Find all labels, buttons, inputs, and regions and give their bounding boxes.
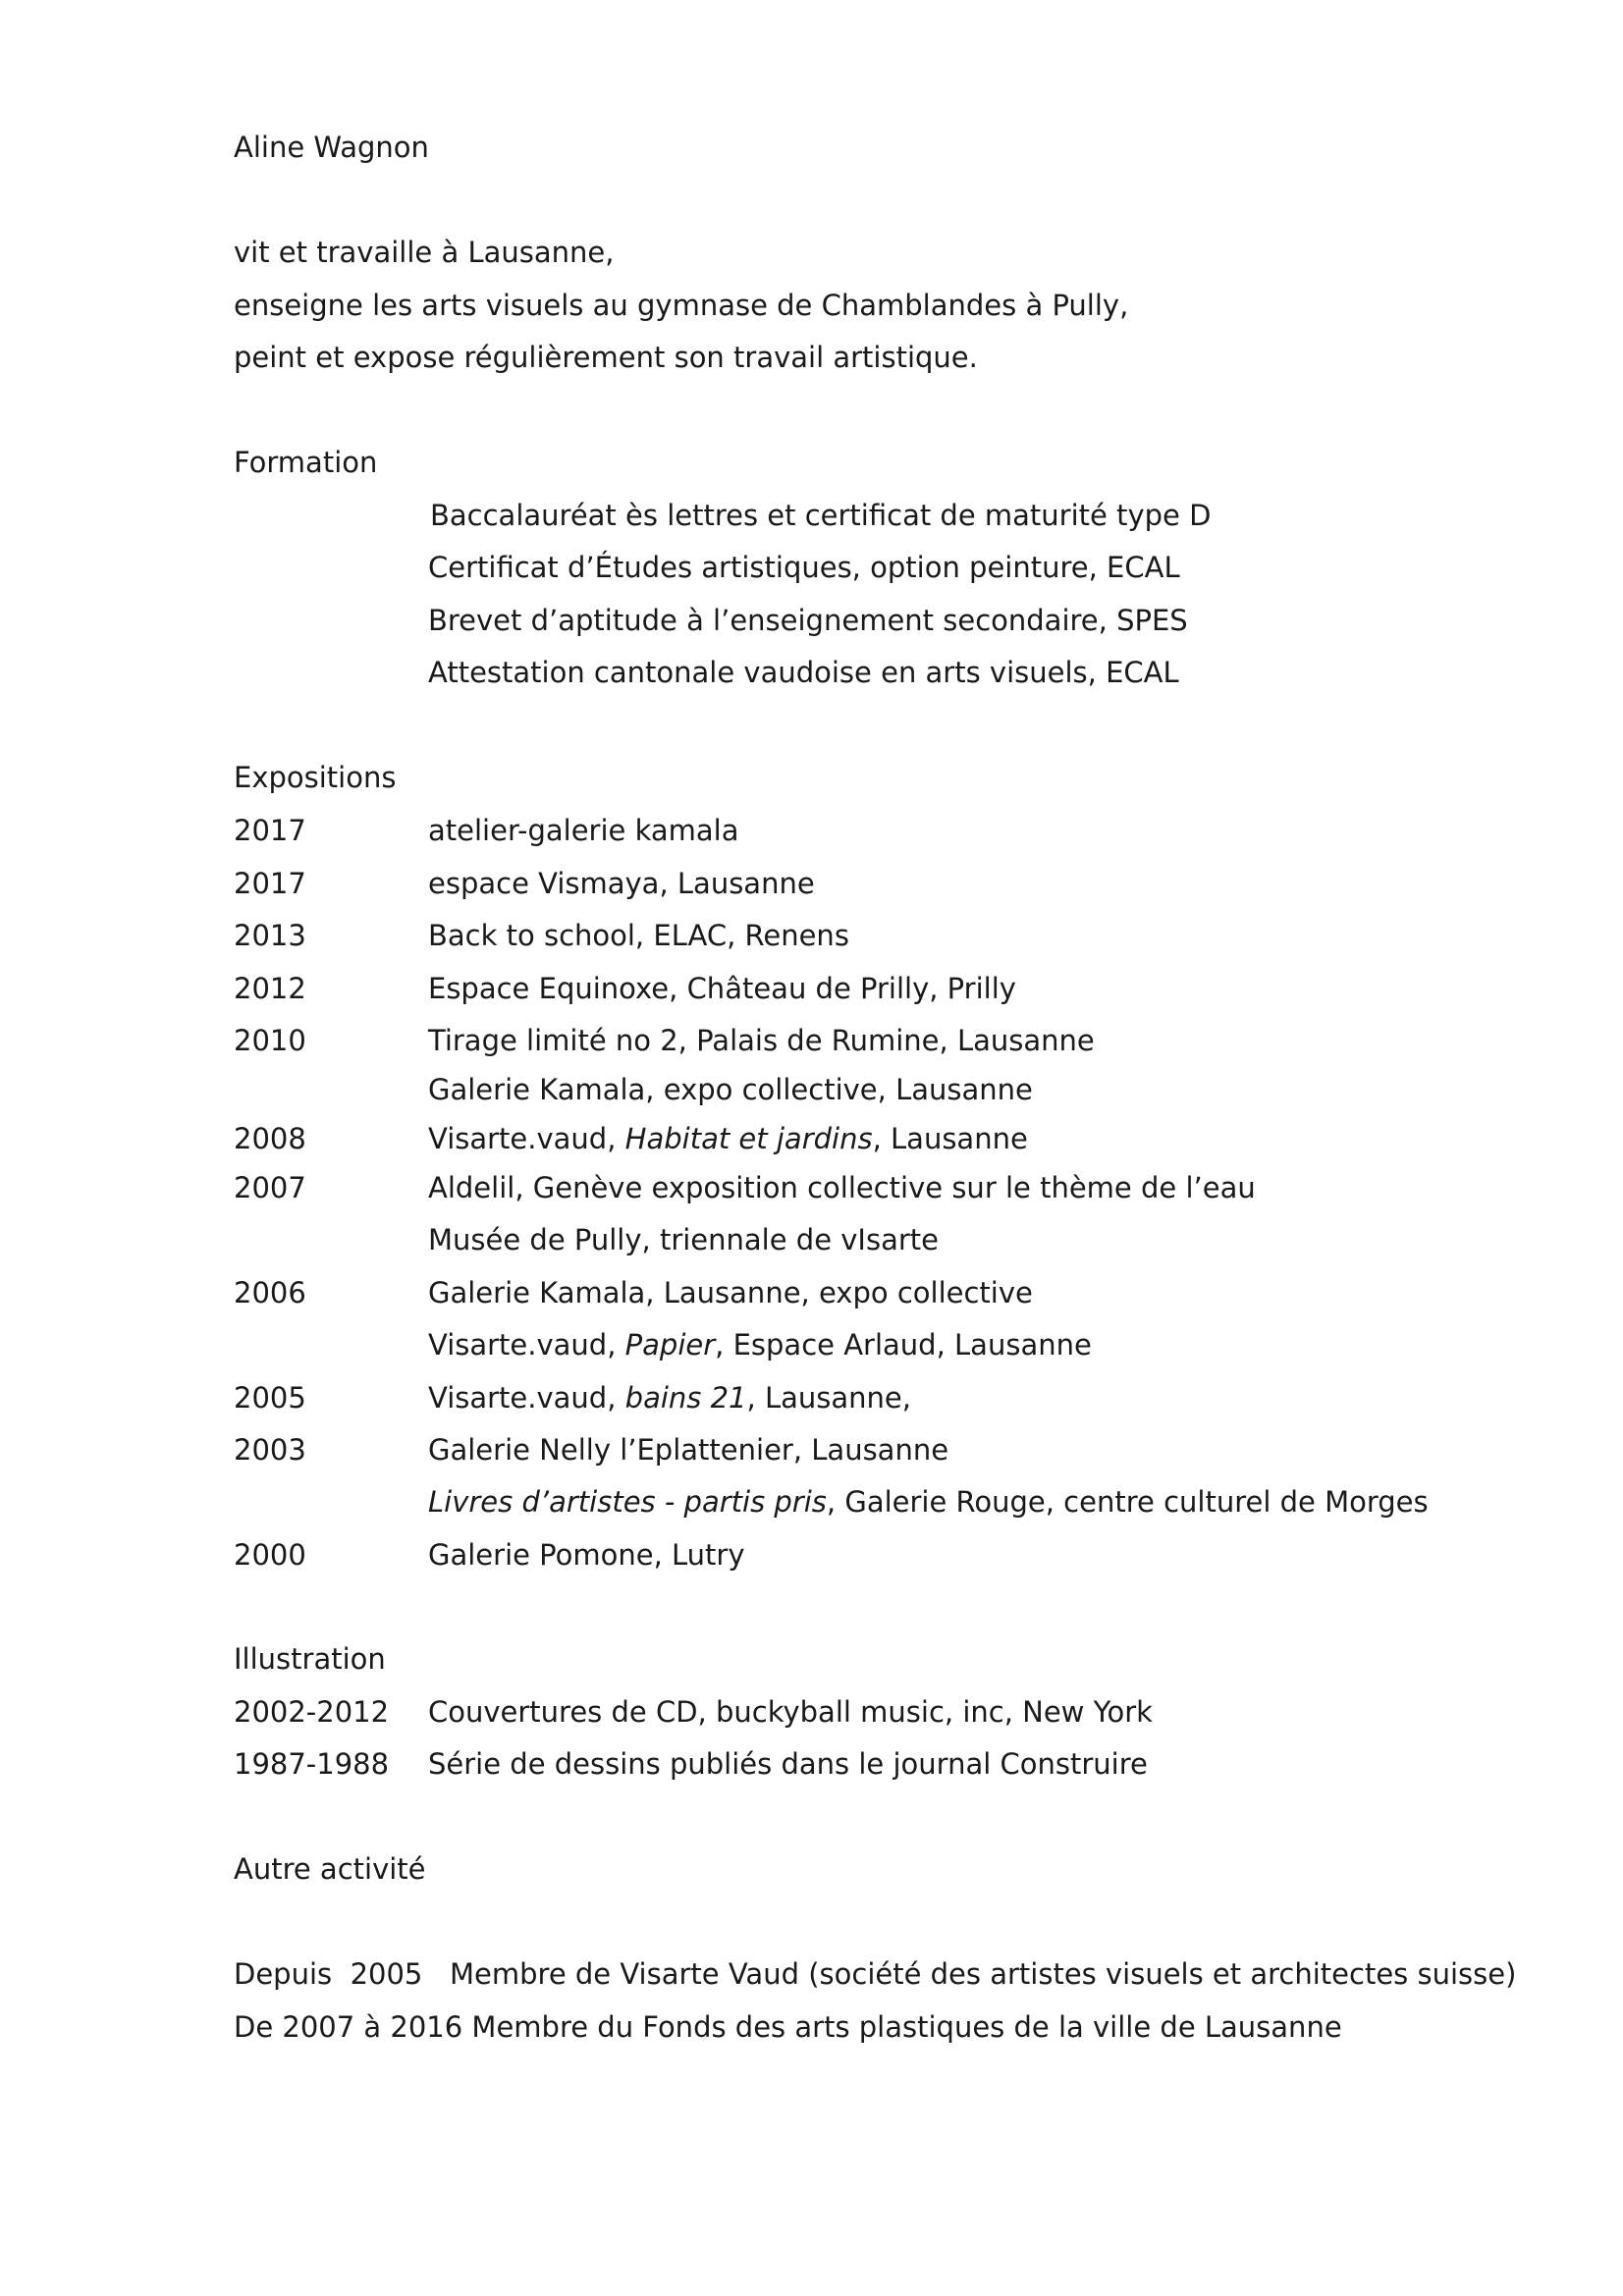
exposition-row: [234, 1325, 1510, 1364]
autre-line-2: De 2007 à 2016 Membre du Fonds des arts plastiques de la ville de Lausanne: [234, 2010, 1342, 2044]
exposition-text-part: Visarte.vaud,: [428, 1122, 625, 1155]
exposition-text: [428, 1535, 745, 1575]
illustration-year: 1987-1988: [234, 1747, 390, 1781]
autre-heading: Autre activité: [234, 1852, 426, 1886]
exposition-text: [428, 811, 739, 850]
exposition-text-part: Galerie Kamala, Lausanne, expo collective: [428, 1276, 1033, 1309]
exposition-row: [234, 864, 1510, 903]
exposition-text: [428, 1273, 1033, 1312]
exposition-row: [234, 1220, 1510, 1259]
exposition-text: [428, 1220, 939, 1259]
exposition-year: 2003: [234, 1433, 306, 1467]
exposition-row: [234, 1070, 1510, 1109]
illustration-text: Série de dessins publiés dans le journal Construire: [428, 1747, 1148, 1781]
exposition-row: [234, 916, 1510, 955]
exposition-year: 2000: [234, 1538, 306, 1572]
intro-line-1: vit et travaille à Lausanne,: [234, 236, 615, 269]
exposition-text-part: Visarte.vaud,: [428, 1328, 625, 1362]
exposition-text: [428, 1430, 948, 1469]
exposition-year: 2017: [234, 814, 306, 847]
exposition-row: [234, 1119, 1510, 1158]
exposition-text-part: Tirage limité no 2, Palais de Rumine, Lausanne: [428, 1024, 1095, 1057]
exposition-year: 2012: [234, 972, 306, 1005]
exposition-text: [428, 864, 815, 903]
exposition-year: 2017: [234, 867, 306, 900]
author-name: Aline Wagnon: [234, 131, 429, 164]
exposition-text-part: Galerie Kamala, expo collective, Lausanne: [428, 1073, 1033, 1106]
exposition-title-italic: Papier: [624, 1328, 716, 1362]
exposition-text-part: , Galerie Rouge, centre culturel de Morges: [826, 1485, 1429, 1519]
exposition-year: 2007: [234, 1171, 306, 1204]
exposition-text: [428, 1378, 911, 1417]
exposition-text: [428, 969, 1016, 1008]
exposition-text: [428, 1168, 1256, 1207]
exposition-row: [234, 1535, 1510, 1575]
exposition-title-italic: Habitat et jardins: [624, 1122, 873, 1155]
exposition-text-part: espace Vismaya, Lausanne: [428, 867, 815, 900]
exposition-row: [234, 811, 1510, 850]
exposition-text-part: Espace Equinoxe, Château de Prilly, Prilly: [428, 972, 1016, 1005]
exposition-row: [234, 1430, 1510, 1469]
formation-item: Certificat d’Études artistiques, option peinture, ECAL: [428, 551, 1180, 584]
exposition-text-part: atelier-galerie kamala: [428, 814, 739, 847]
exposition-title-italic: Livres d’artistes - partis pris: [428, 1485, 827, 1519]
exposition-text: [428, 916, 849, 955]
exposition-row: [234, 969, 1510, 1008]
formation-item: Attestation cantonale vaudoise en arts visuels, ECAL: [428, 656, 1179, 689]
exposition-year: 2010: [234, 1024, 306, 1057]
exposition-text-part: , Lausanne,: [746, 1381, 911, 1415]
exposition-text-part: Back to school, ELAC, Renens: [428, 919, 849, 952]
intro-line-2: enseigne les arts visuels au gymnase de Chamblandes à Pully,: [234, 289, 1129, 322]
exposition-text-part: Galerie Nelly l’Eplattenier, Lausanne: [428, 1433, 949, 1467]
exposition-text: [428, 1119, 1028, 1158]
illustration-heading: Illustration: [234, 1642, 386, 1676]
exposition-row: [234, 1482, 1510, 1522]
exposition-text-part: Visarte.vaud,: [428, 1381, 625, 1415]
exposition-year: 2008: [234, 1122, 306, 1155]
exposition-text-part: , Espace Arlaud, Lausanne: [715, 1328, 1092, 1362]
illustration-row: [234, 1744, 1510, 1784]
exposition-text: [428, 1021, 1095, 1060]
exposition-text-part: Aldelil, Genève exposition collective sur le thème de l’eau: [428, 1171, 1256, 1204]
illustration-year: 2002-2012: [234, 1695, 390, 1729]
exposition-year: 2013: [234, 919, 306, 952]
autre-line-1: Depuis 2005 Membre de Visarte Vaud (société des artistes visuels et architectes suisse): [234, 1957, 1517, 1991]
exposition-row: [234, 1378, 1510, 1417]
formation-item: Baccalauréat ès lettres et certificat de maturité type D: [430, 499, 1212, 532]
expositions-heading: Expositions: [234, 761, 397, 794]
exposition-row: [234, 1168, 1510, 1207]
exposition-title-italic: bains 21: [624, 1381, 747, 1415]
exposition-year: 2006: [234, 1276, 306, 1309]
intro-line-3: peint et expose régulièrement son travail artistique.: [234, 341, 978, 374]
exposition-text: [428, 1325, 1092, 1364]
exposition-text-part: , Lausanne: [872, 1122, 1028, 1155]
formation-heading: Formation: [234, 446, 378, 479]
exposition-year: 2005: [234, 1381, 306, 1415]
exposition-text: [428, 1070, 1033, 1109]
formation-item: Brevet d’aptitude à l’enseignement secondaire, SPES: [428, 604, 1188, 637]
exposition-text: [428, 1482, 1429, 1522]
exposition-text-part: Musée de Pully, triennale de vIsarte: [428, 1223, 939, 1256]
illustration-row: [234, 1692, 1510, 1732]
exposition-row: [234, 1273, 1510, 1312]
illustration-text: Couvertures de CD, buckyball music, inc, New York: [428, 1695, 1153, 1729]
exposition-text-part: Galerie Pomone, Lutry: [428, 1538, 745, 1572]
exposition-row: [234, 1021, 1510, 1060]
